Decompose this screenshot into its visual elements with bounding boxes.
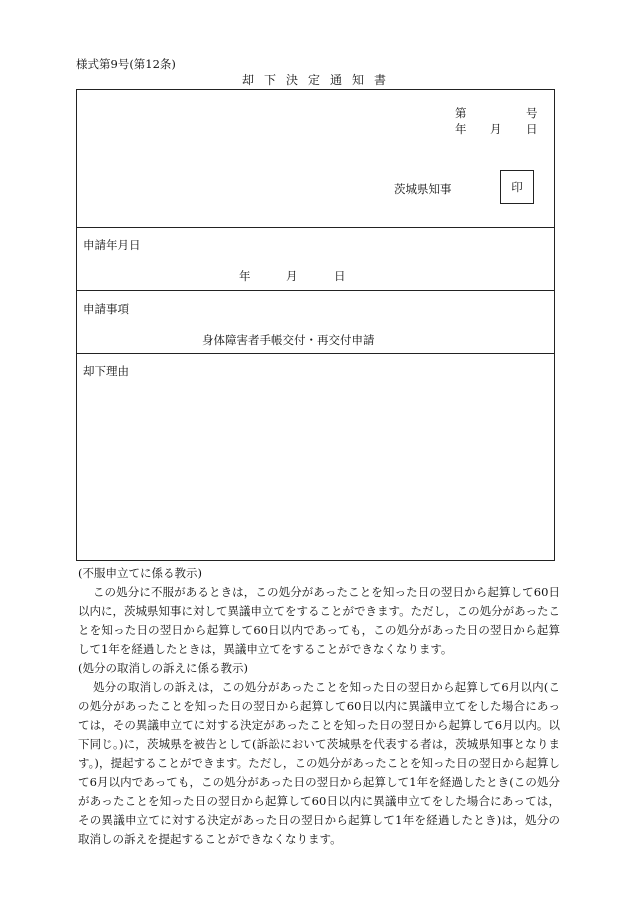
document-title: 却下決定通知書 xyxy=(241,73,396,87)
date-month: 月 xyxy=(490,122,502,136)
application-year: 年 xyxy=(239,269,251,283)
application-date-section xyxy=(76,227,555,291)
date-day: 日 xyxy=(526,122,538,136)
application-item-value: 身体障害者手帳交付・再交付申請 xyxy=(202,333,375,347)
lawsuit-text: 処分の取消しの訴えは，この処分があったことを知った日の翌日から起算して6月以内(この処分があったことを知った日の翌日から起算して60日以内に異議申立てをした場合にあっては，その異議申立てに対する決定があったことを知った日の翌日から起算して6月以内。以下同じ。)に，茨城県を被告として(訴訟において茨城県を代表する者は，茨城県知事となります。)，提起することができます。ただし，この処分があったことを知った日の翌日から起算して6月以内であっても，この処分があった日の翌日から起算して1年を経過したとき(この処分があったことを知った日の翌日から起算して60日以内に異議申立てをした場合にあっては，その異議申立てに対する決定があった日の翌日から起算して1年を経過したとき)は，処分の取消しの訴えを提起することができなくなります。 xyxy=(78,680,560,846)
seal-text: 印 xyxy=(511,180,523,194)
application-month: 月 xyxy=(286,269,298,283)
application-date-label: 申請年月日 xyxy=(83,238,141,252)
application-day: 日 xyxy=(334,269,346,283)
number-suffix: 号 xyxy=(526,106,538,120)
rejection-reason-section xyxy=(76,353,555,561)
objection-text: この処分に不服があるときは，この処分があったことを知った日の翌日から起算して60日以内に，茨城県知事に対して異議申立てをすることができます。ただし，この処分があったことを知った日の翌日から起算して60日以内であっても，この処分があった日の翌日から起算して1年を経過したときは，異議申立てをすることができなくなります。 xyxy=(78,585,560,656)
application-item-section xyxy=(76,290,555,354)
rejection-reason-label: 却下理由 xyxy=(83,364,129,378)
form-number: 様式第9号(第12条) xyxy=(76,57,176,71)
lawsuit-heading: (処分の取消しの訴えに係る教示) xyxy=(78,661,248,675)
issuer: 茨城県知事 xyxy=(394,182,452,196)
header-section xyxy=(76,89,555,228)
instructions xyxy=(78,564,560,849)
application-item-label: 申請事項 xyxy=(83,302,129,316)
objection-heading: (不服申立てに係る教示) xyxy=(78,566,202,580)
seal-box xyxy=(500,170,534,204)
number-prefix: 第 xyxy=(455,106,467,120)
date-year: 年 xyxy=(455,122,467,136)
